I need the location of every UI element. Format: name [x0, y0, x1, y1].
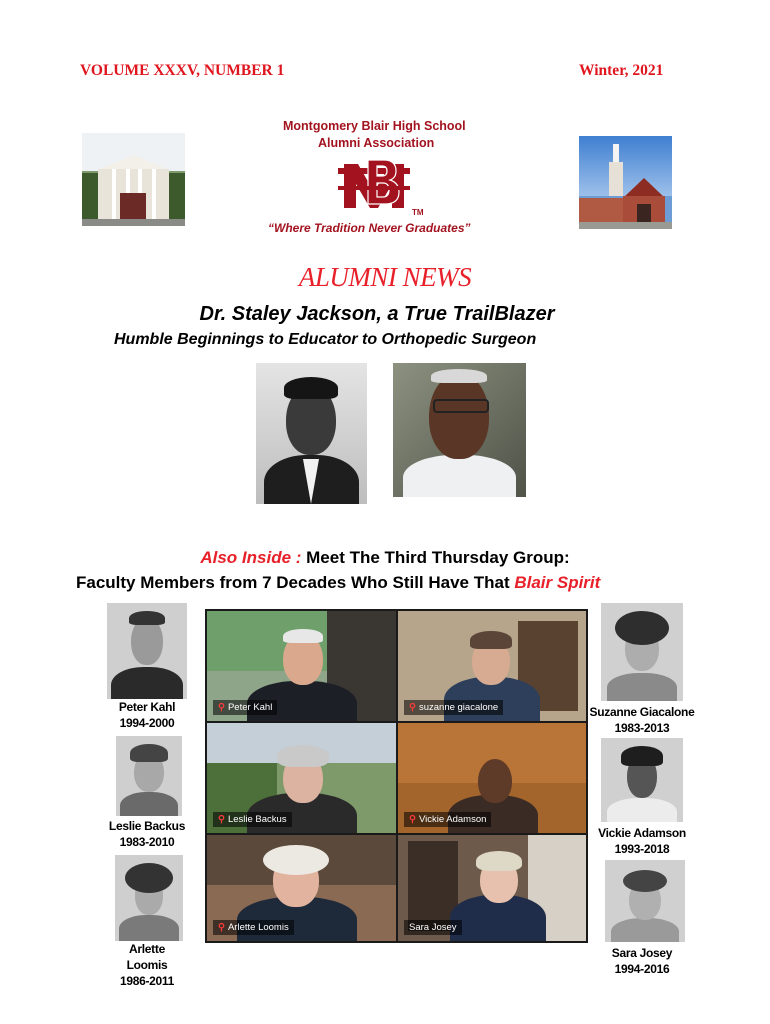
feature-subheadline: Humble Beginnings to Educator to Orthopedic Surgeon	[114, 331, 537, 348]
portrait-caption: Leslie Backus 1983-2010	[108, 819, 186, 849]
portrait-suzanne-giacalone	[601, 603, 683, 701]
zoom-tile	[398, 723, 586, 833]
zoom-tile	[207, 611, 396, 721]
feature-headline: Dr. Staley Jackson, a True TrailBlazer	[199, 303, 555, 325]
zoom-tile-label: ⚲ suzanne giacalone	[404, 700, 503, 715]
portrait-caption: Vickie Adamson 1993-2018	[598, 826, 686, 856]
also-inside-line2	[76, 573, 600, 593]
association-motto: “Where Tradition Never Graduates”	[268, 221, 471, 235]
trademark-label: TM	[412, 208, 424, 217]
also-inside-line1	[0, 548, 770, 568]
portrait-leslie-backus	[116, 736, 182, 816]
association-subtitle: Alumni Association	[318, 136, 435, 150]
zoom-tile-label: ⚲ Arlette Loomis	[213, 920, 294, 935]
staley-jackson-yearbook-photo	[256, 363, 367, 504]
zoom-tile	[207, 723, 396, 833]
zoom-tile	[398, 611, 586, 721]
school-building-photo	[82, 133, 185, 226]
portrait-caption: Peter Kahl 1994-2000	[118, 700, 176, 730]
church-building-photo	[579, 136, 672, 229]
zoom-tile-label: ⚲ Vickie Adamson	[404, 812, 491, 827]
issue-date: Winter, 2021	[579, 62, 664, 79]
portrait-vickie-adamson	[601, 738, 683, 822]
staley-jackson-recent-photo	[393, 363, 526, 497]
portrait-arlette-loomis	[115, 855, 183, 941]
zoom-tile-label: ⚲ Leslie Backus	[213, 812, 292, 827]
zoom-call-grid	[205, 609, 588, 943]
portrait-caption: Sara Josey 1994-2016	[611, 946, 673, 976]
portrait-peter-kahl	[107, 603, 187, 699]
portrait-sara-josey	[605, 860, 685, 942]
also-inside-lead: Also Inside :	[200, 548, 302, 567]
zoom-tile-label: Sara Josey	[404, 920, 462, 935]
page-title: ALUMNI NEWS	[298, 262, 472, 292]
also-inside-text1: Meet The Third Thursday Group:	[301, 548, 570, 567]
zoom-tile	[398, 835, 586, 941]
also-inside-text2: Faculty Members from 7 Decades Who Still Have That	[76, 573, 515, 592]
zoom-tile	[207, 835, 396, 941]
zoom-tile-label: ⚲ Peter Kahl	[213, 700, 277, 715]
blair-spirit-highlight: Blair Spirit	[514, 573, 601, 592]
volume-label: VOLUME XXXV, NUMBER 1	[80, 62, 285, 79]
mb-logo-icon	[338, 156, 410, 216]
portrait-caption: Suzanne Giacalone 1983-2013	[589, 705, 695, 735]
association-name: Montgomery Blair High School	[283, 119, 466, 133]
portrait-caption: Arlette Loomis 1986-2011	[119, 942, 175, 988]
